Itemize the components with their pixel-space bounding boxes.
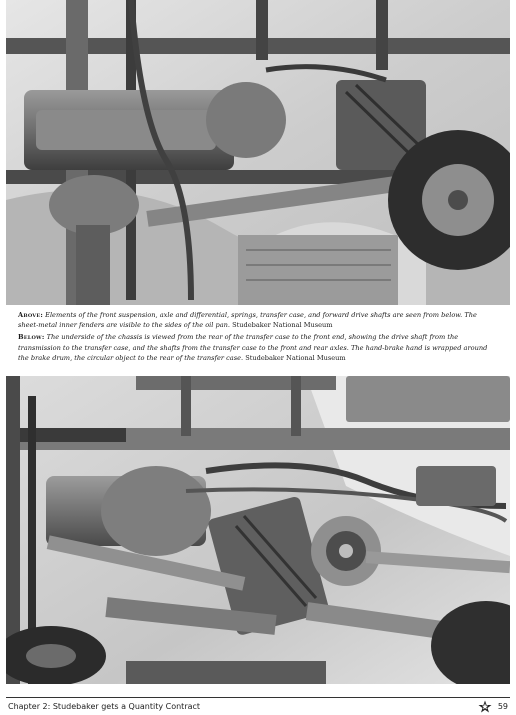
photo-front-suspension — [6, 0, 510, 305]
footer-chapter-title: Chapter 2: Studebaker gets a Quantity Contract — [8, 702, 201, 711]
footer-right — [478, 700, 508, 713]
caption-above — [18, 310, 498, 330]
page-number: 59 — [497, 702, 508, 711]
star-icon — [478, 700, 492, 713]
caption-above-lead: Above: — [18, 311, 44, 319]
photo-transfer-case-image — [6, 376, 510, 684]
caption-above-credit: Studebaker National Museum — [232, 321, 333, 330]
photo-transfer-case — [6, 376, 510, 684]
caption-below-credit: Studebaker National Museum — [245, 353, 346, 362]
caption-below-text: The underside of the chassis is viewed from the rear of the transfer case to the front end, showing the drive shaft from the transmission to the transfer case, and the shafts from the transfer case to the front and rear axles. The hand-brake hand is wrapped around the brake drum, the circular object to the rear of the transfer case. — [18, 333, 488, 362]
caption-block — [18, 310, 498, 365]
caption-below — [18, 332, 498, 363]
caption-above-text: Elements of the front suspension, axle and differential, springs, transfer case, and forward drive shafts are seen from below. The sheet-metal inner fenders are visible to the sides of the oil pan. — [18, 311, 477, 330]
caption-below-lead: Below: — [18, 333, 45, 342]
footer-rule — [6, 697, 510, 698]
photo-front-suspension-image — [6, 0, 510, 305]
